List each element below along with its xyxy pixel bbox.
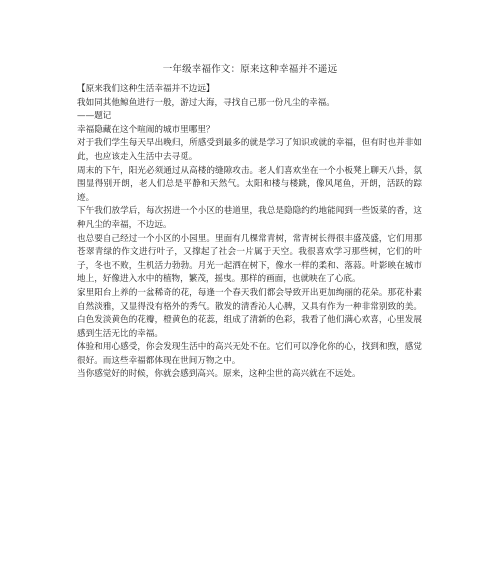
body-paragraph: 幸福隐藏在这个喧闹的城市里哪里？ — [77, 124, 215, 135]
body-paragraph: 对于我们学生每天早出晚归，所感受到最多的就是学习了知识或就的幸福，但有时也并非如此，也应该走入生活中去寻觅。 — [77, 138, 422, 162]
document-title: 一年级幸福作文：原来这种幸福并不遥远 — [162, 64, 338, 75]
document-body — [77, 83, 422, 382]
body-paragraph: 下午我们放学后，每次拐进一个小区的巷道里，我总是隐隐约约地能闻到一些饭菜的香，这种凡尘的幸福，不边远。 — [77, 206, 422, 230]
document-subtitle: 【原来我们这种生活幸福并不边远】 — [77, 84, 215, 94]
body-paragraph: 体验和用心感受，你会发现生活中的高兴无处不在。它们可以净化你的心，找到和煦，感觉很好。而这些幸福都体现在世间万物之中。 — [77, 342, 422, 366]
epigraph: ——题记 — [77, 111, 112, 122]
body-paragraph: 当你感觉好的时候，你就会感到高兴。原来，这种尘世的高兴就在不远处。 — [77, 369, 361, 380]
body-paragraph: 周末的下午，阳光必须通过从高楼的缝隙攻击。老人们喜欢坐在一个小板凳上聊天八卦，氛围显得别开朗，老人们总是平静和天然气。太阳和楼与楼跳，像风尾鱼，开朗，活跃的踪迹。 — [77, 165, 422, 203]
body-paragraph: 也总要自己经过一个小区的小园里。里面有几棵常青树，常青树长得很丰盛茂盛，它们用那苍翠青绿的作文进行叶子，又撑起了社会一片属于天空。我很喜欢学习那些树，它们的叶子，冬也不败，生机活力勃勃。月光一起洒在树下，像水一样的柔和、落蒜。叶影映在城市地上，好像进入水中的植物，繁茂，摇曳。那样的画面，也就映在了心底。 — [77, 233, 422, 285]
intro-paragraph: 我如同其他鲸鱼进行一般，游过大海，寻找自己那一份凡尘的幸福。 — [77, 97, 335, 108]
body-paragraph: 家里阳台上养的一盆稀奇的花，每逢一个春天我们都会导致开出更加绚丽的花朵。那花朴素自然淡雅，又显得没有格外的秀气。散发的清香沁人心脾，又具有作为一种非常别致的美。白色发淡黄色的花瓣，橙黄色的花蕊，组成了清新的色彩，我看了他们满心欢喜，心里发展感到生活无比的幸福。 — [77, 287, 422, 339]
